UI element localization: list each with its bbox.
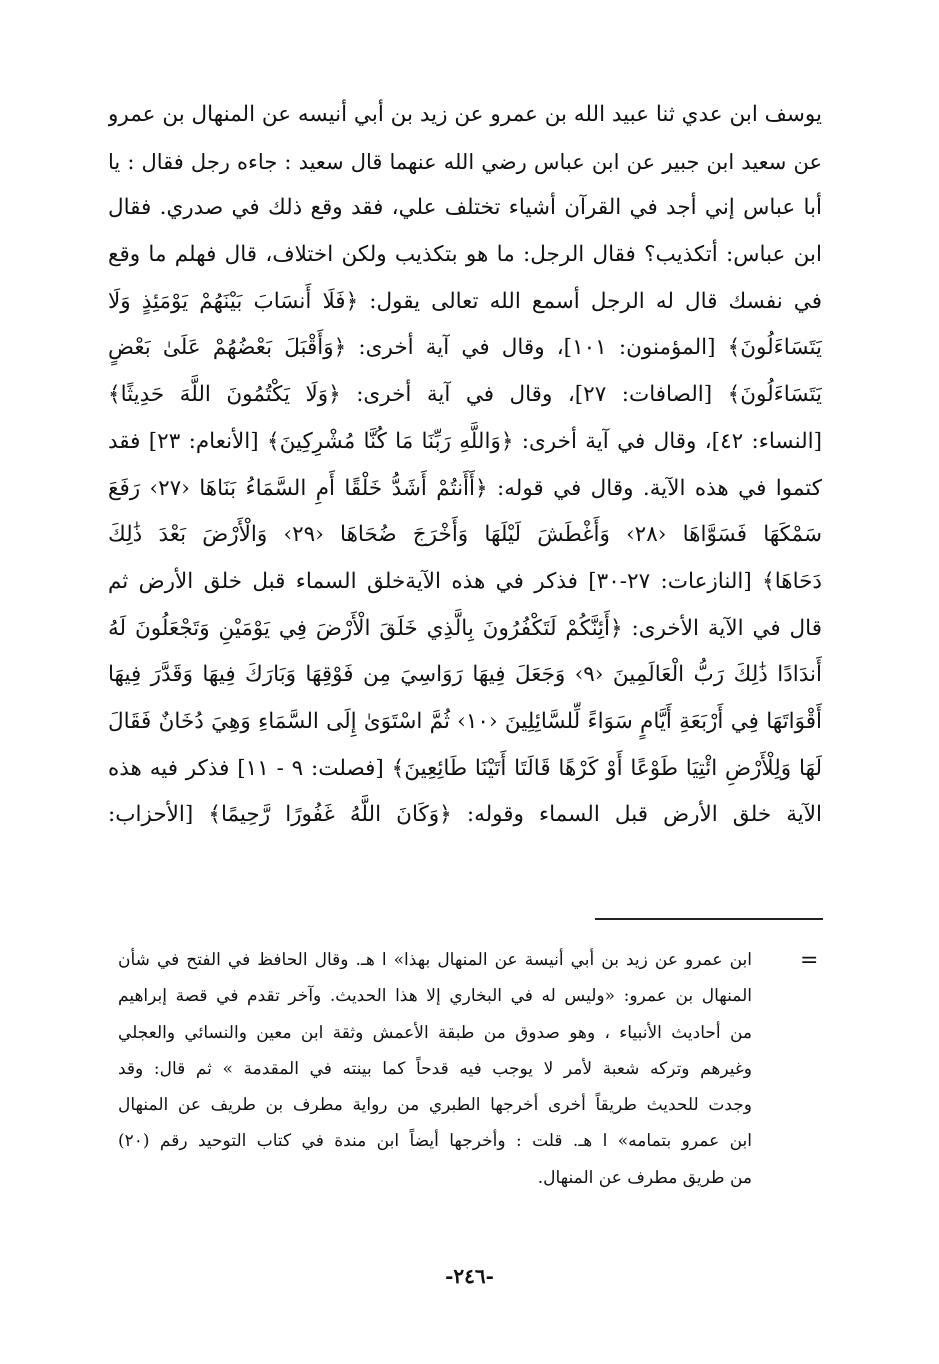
text-line: قال في الآية الأخرى: ﴿أَئِنَّكُمْ لَتَكْفُرُونَ بِالَّذِي خَلَقَ الْأَرْضَ فِي يَوْمَيْنِ وَتَجْعَلُونَ لَهُ [108, 615, 822, 641]
text-line: يَتَسَاءَلُونَ﴾ [المؤمنون: ١٠١]، وقال في آية أخرى: ﴿وَأَقْبَلَ بَعْضُهُمْ عَلَىٰ بَعْضٍ [108, 335, 822, 361]
page-number: -٢٤٦- [445, 1264, 494, 1288]
text-line: أَقْوَاتَهَا فِي أَرْبَعَةِ أَيَّامٍ سَوَاءً لِّلسَّائِلِينَ ‹١٠› ثُمَّ اسْتَوَىٰ إِلَى السَّمَاءِ وَهِيَ دُخَانٌ فَقَالَ [108, 708, 822, 734]
footnote-line: وغيرهم وتركه شعبة لأمر لا يوجب فيه قدحاً كما بينته في المقدمة » ثم قال: وقد [118, 1058, 752, 1079]
footnote-block [118, 942, 752, 1196]
footnote-line: المنهال بن عمرو: «وليس له في البخاري إلا هذا الحديث. وآخر تقدم في قصة إبراهيم [118, 986, 752, 1007]
text-line: كتموا في هذه الآية. وقال في قوله: ﴿أَأَنتُمْ أَشَدُّ خَلْقًا أَمِ السَّمَاءُ بَنَاهَا ‹٢٧› رَفَعَ [108, 475, 822, 501]
footnote-line: ابن عمرو بتمامه» ا هـ. قلت : وأخرجها أيضاً ابن مندة في كتاب التوحيد رقم (٢٠) [118, 1131, 752, 1152]
footnote-continuation-marker: = [800, 948, 819, 973]
text-line: [النساء: ٤٢]، وقال في آية أخرى: ﴿وَاللَّهِ رَبِّنَا مَا كُنَّا مُشْرِكِينَ﴾ [الأنعام: ٢٣] فقد [108, 428, 822, 454]
text-line: في نفسك قال له الرجل أسمع الله تعالى يقول: ﴿فَلَا أَنسَابَ بَيْنَهُمْ يَوْمَئِذٍ وَلَا [108, 288, 822, 314]
text-line: دَحَاهَا﴾ [النازعات: ٢٧-٣٠] فذكر في هذه الآيةخلق السماء قبل خلق الأرض ثم [108, 568, 822, 594]
text-line: أبا عباس إني أجد في القرآن أشياء تختلف علي، فقد وقع ذلك في صدري. فقال [108, 195, 822, 221]
text-line: سَمْكَهَا فَسَوَّاهَا ‹٢٨› وَأَغْطَشَ لَيْلَهَا وَأَخْرَجَ ضُحَاهَا ‹٢٩› وَالْأَرْضَ بَعْدَ ذَٰلِكَ [108, 522, 822, 548]
main-text-block [108, 92, 822, 839]
footnote-line: من أحاديث الأنبياء ، وهو صدوق من طبقة الأعمش وثقة ابن معين والنسائي والعجلي [118, 1022, 752, 1043]
text-line: أَندَادًا ذَٰلِكَ رَبُّ الْعَالَمِينَ ‹٩› وَجَعَلَ فِيهَا رَوَاسِيَ مِن فَوْقِهَا وَبَارَكَ فِيهَا وَقَدَّرَ فِيهَا [108, 662, 822, 688]
footnote-line: من طريق مطرف عن المنهال. [537, 1167, 752, 1188]
text-line: لَهَا وَلِلْأَرْضِ ائْتِيَا طَوْعًا أَوْ كَرْهًا قَالَتَا أَتَيْنَا طَائِعِينَ﴾ [فصلت: ٩ - ١١] فذكر فيه هذه [108, 755, 822, 781]
text-line: عن سعيد ابن جبير عن ابن عباس رضي الله عنهما قال سعيد : جاءه رجل فقال : يا [108, 149, 822, 174]
text-line: الآية خلق الأرض قبل السماء وقوله: ﴿وَكَانَ اللَّهُ غَفُورًا رَّحِيمًا﴾ [الأحزاب: [108, 802, 822, 828]
text-line: ابن عباس: أتكذيب؟ فقال الرجل: ما هو بتكذيب ولكن اختلاف، قال فهلم ما وقع [108, 242, 822, 268]
text-line: يَتَسَاءَلُونَ﴾ [الصافات: ٢٧]، وقال في آية أخرى: ﴿وَلَا يَكْتُمُونَ اللَّهَ حَدِيثًا﴾ [108, 382, 822, 408]
footnote-line: وجدت للحديث طريقاً أخرى أخرجها الطبري من رواية مطرف بن طريف عن المنهال [118, 1095, 752, 1116]
footnote-divider [595, 918, 823, 920]
footnote-line: ابن عمرو عن زيد بن أبي أنيسة عن المنهال بهذا» ا هـ. وقال الحافظ في الفتح في شأن [118, 950, 752, 970]
text-line: يوسف ابن عدي ثنا عبيد الله بن عمرو عن زيد بن أبي أنيسه عن المنهال بن عمرو [108, 102, 822, 127]
